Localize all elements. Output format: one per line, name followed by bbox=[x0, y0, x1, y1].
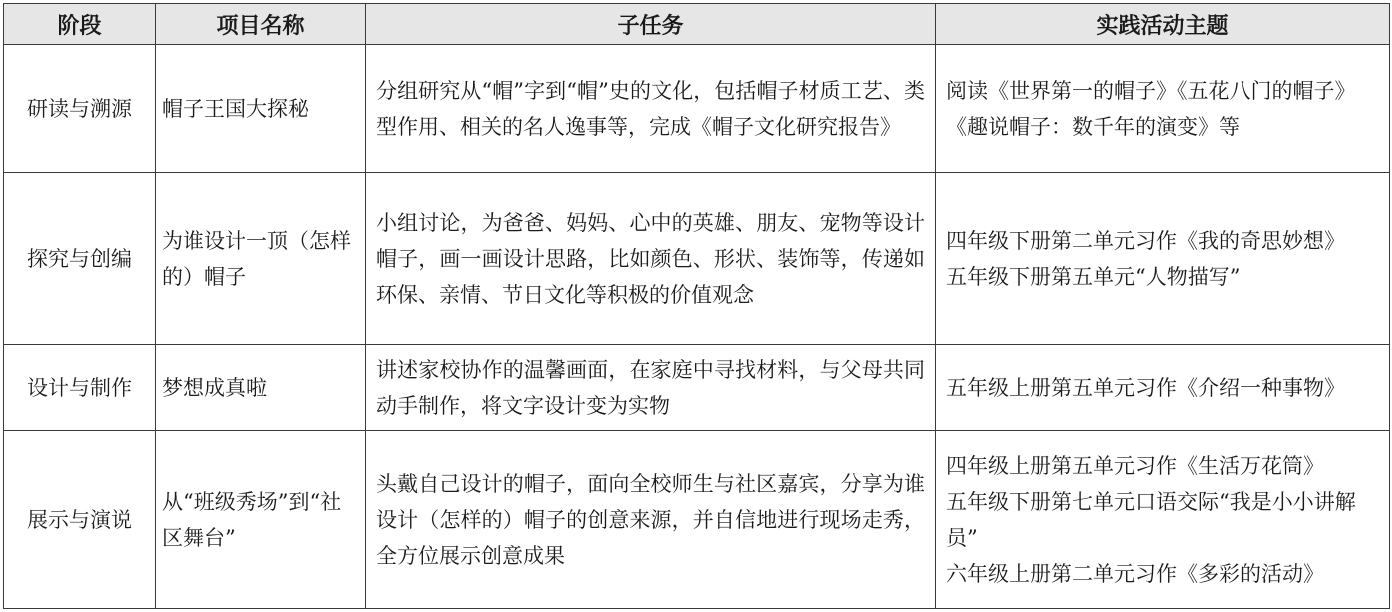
table-header-row bbox=[4, 4, 1390, 45]
header-stage: 阶段 bbox=[4, 4, 156, 45]
header-subtask: 子任务 bbox=[366, 4, 936, 45]
header-theme: 实践活动主题 bbox=[936, 4, 1390, 45]
subtask-cell: 讲述家校协作的温馨画面，在家庭中寻找材料，与父母共同动手制作，将文字设计变为实物 bbox=[366, 345, 936, 431]
stage-cell: 设计与制作 bbox=[4, 345, 156, 431]
subtask-cell: 头戴自己设计的帽子，面向全校师生与社区嘉宾，分享为谁设计（怎样的）帽子的创意来源，并自信地进行现场走秀，全方位展示创意成果 bbox=[366, 431, 936, 609]
theme-cell bbox=[936, 345, 1390, 431]
theme-item: 五年级下册第五单元“人物描写” bbox=[946, 264, 1241, 289]
table-row bbox=[4, 173, 1390, 345]
theme-item: 阅读《世界第一的帽子》《五花八门的帽子》《趣说帽子：数千年的演变》等 bbox=[946, 78, 1356, 139]
theme-cell bbox=[936, 45, 1390, 173]
table-row bbox=[4, 431, 1390, 609]
practice-activity-table bbox=[3, 3, 1390, 609]
theme-item: 六年级上册第二单元习作《多彩的活动》 bbox=[946, 561, 1324, 586]
project-name-cell: 帽子王国大探秘 bbox=[156, 45, 366, 173]
project-name-cell: 从“班级秀场”到“社区舞台” bbox=[156, 431, 366, 609]
stage-cell: 研读与溯源 bbox=[4, 45, 156, 173]
project-name-cell: 梦想成真啦 bbox=[156, 345, 366, 431]
theme-item: 五年级下册第七单元口语交际“我是小小讲解员” bbox=[946, 489, 1356, 550]
header-project-name: 项目名称 bbox=[156, 4, 366, 45]
subtask-cell: 小组讨论，为爸爸、妈妈、心中的英雄、朋友、宠物等设计帽子，画一画设计思路，比如颜色、形状、装饰等，传递如环保、亲情、节日文化等积极的价值观念 bbox=[366, 173, 936, 345]
theme-item: 四年级下册第二单元习作《我的奇思妙想》 bbox=[946, 228, 1345, 253]
theme-cell bbox=[936, 173, 1390, 345]
theme-cell bbox=[936, 431, 1390, 609]
subtask-cell: 分组研究从“帽”字到“帽”史的文化，包括帽子材质工艺、类型作用、相关的名人逸事等，完成《帽子文化研究报告》 bbox=[366, 45, 936, 173]
theme-item: 五年级上册第五单元习作《介绍一种事物》 bbox=[946, 375, 1345, 400]
theme-item: 四年级上册第五单元习作《生活万花筒》 bbox=[946, 453, 1324, 478]
project-name-cell: 为谁设计一顶（怎样的）帽子 bbox=[156, 173, 366, 345]
stage-cell: 展示与演说 bbox=[4, 431, 156, 609]
stage-cell: 探究与创编 bbox=[4, 173, 156, 345]
table-row bbox=[4, 45, 1390, 173]
table-row bbox=[4, 345, 1390, 431]
